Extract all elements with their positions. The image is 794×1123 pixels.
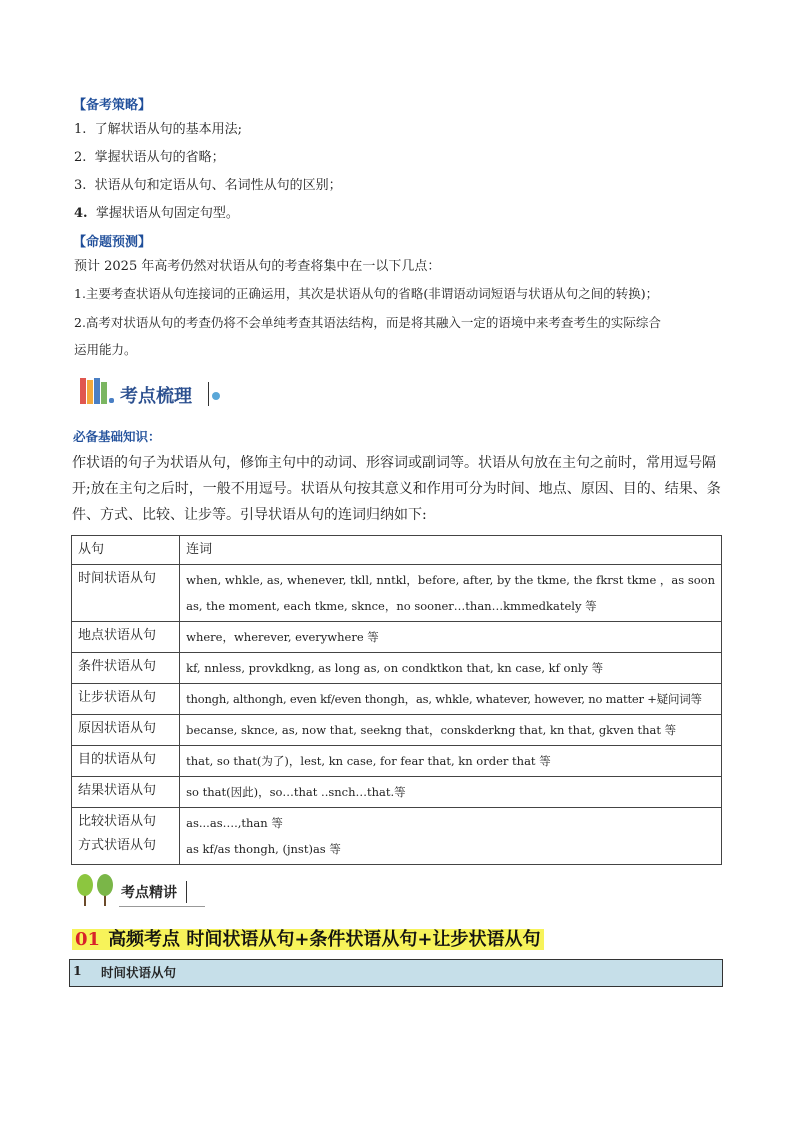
prediction-point-2-cont: 运用能力。 bbox=[74, 342, 137, 357]
clause-type-cell: 目的状语从句 bbox=[72, 746, 180, 777]
table-row bbox=[72, 622, 722, 653]
clause-type-cell: 地点状语从句 bbox=[72, 622, 180, 653]
conjunction-cell: kf, nnless, provkdkng, as long as, on condktkon that, kn case, kf only 等 bbox=[180, 653, 722, 684]
conjunction-cell: thongh, althongh, even kf/even thongh，as, whkle, whatever, however, no matter +疑问词等 bbox=[180, 684, 722, 715]
conjunction-cell: so that(因此)，so…that ..snch…that.等 bbox=[180, 777, 722, 808]
header-underline bbox=[119, 906, 205, 907]
books-icon bbox=[78, 376, 118, 408]
title-cursor-bar bbox=[186, 881, 187, 903]
table-row bbox=[72, 684, 722, 715]
strategy-item-2: 2. 掌握状语从句的省略； bbox=[74, 150, 225, 165]
strategy-heading: 【备考策略】 bbox=[73, 98, 152, 113]
banner-title: 高频考点 时间状语从句+条件状语从句+让步状语从句 bbox=[108, 929, 541, 950]
conjunction-cell: when, whkle, as, whenever, tkll, nntkl，before, after, by the tkme, the fkrst tkme ，as soon as, the moment, each tkme, sknce，no sooner…than…kmmedkately 等 bbox=[180, 565, 722, 622]
conjunction-cell: that, so that(为了)，lest, kn case, for fear that, kn order that 等 bbox=[180, 746, 722, 777]
table-row bbox=[72, 565, 722, 622]
title-cursor-bar bbox=[208, 382, 209, 406]
section-title-review: 考点梳理 bbox=[120, 386, 192, 407]
clause-type-cell: 让步状语从句 bbox=[72, 684, 180, 715]
table-row bbox=[72, 808, 722, 865]
clause-type-cell: 结果状语从句 bbox=[72, 777, 180, 808]
prediction-heading: 【命题预测】 bbox=[73, 235, 152, 250]
subsection-title: 时间状语从句 bbox=[101, 965, 177, 980]
table-row bbox=[72, 746, 722, 777]
strategy-item-3: 3. 状语从句和定语从句、名词性从句的区别； bbox=[74, 178, 342, 193]
clause-type-cell: 原因状语从句 bbox=[72, 715, 180, 746]
strategy-item-1: 1. 了解状语从句的基本用法; bbox=[74, 122, 243, 137]
topic-banner bbox=[72, 925, 544, 951]
table-row bbox=[72, 777, 722, 808]
conjunction-cell: where，wherever, everywhere 等 bbox=[180, 622, 722, 653]
trees-icon bbox=[75, 872, 119, 908]
table-row bbox=[72, 653, 722, 684]
strategy-item-4: 4. 掌握状语从句固定句型。 bbox=[74, 206, 239, 221]
conjunction-table bbox=[71, 535, 722, 865]
prediction-point-2: 2.高考对状语从句的考查仍将不会单纯考查其语法结构，而是将其融入一定的语境中来考查考生的实际综合 bbox=[74, 315, 661, 330]
dot-icon bbox=[212, 392, 220, 400]
subsection-number: 1 bbox=[73, 963, 82, 978]
conjunction-cell: becanse, sknce, as, now that, seekng that，conskderkng that, kn that, gkven that 等 bbox=[180, 715, 722, 746]
clause-type-cell: 条件状语从句 bbox=[72, 653, 180, 684]
basics-heading: 必备基础知识： bbox=[73, 429, 161, 444]
subsection-box bbox=[69, 959, 723, 987]
section-header-explain bbox=[75, 872, 210, 908]
prediction-point-1: 1.主要考查状语从句连接词的正确运用，其次是状语从句的省略(非谓语动词短语与状语从句之间的转换)； bbox=[74, 286, 659, 301]
table-header-cell: 连词 bbox=[180, 536, 722, 565]
table-row bbox=[72, 715, 722, 746]
section-title-explain: 考点精讲 bbox=[121, 885, 177, 901]
prediction-intro: 预计 2025 年高考仍然对状语从句的考查将集中在一以下几点： bbox=[74, 259, 441, 274]
banner-number: 01 bbox=[75, 929, 101, 950]
clause-type-cell: 时间状语从句 bbox=[72, 565, 180, 622]
table-header-cell: 从句 bbox=[72, 536, 180, 565]
basics-paragraph: 作状语的句子为状语从句，修饰主句中的动词、形容词或副词等。状语从句放在主句之前时，常用逗号隔 开;放在主句之后时，一般不用逗号。状语从句按其意义和作用可分为时间、地点、原因、目的、结果、条 件、方式、比较、让步等。引导状语从句的连词归纳如下: bbox=[72, 455, 721, 523]
section-header-review bbox=[78, 376, 228, 408]
conjunction-cell: as...as….,than 等 as kf/as thongh, (jnst)as 等 bbox=[180, 808, 722, 865]
table-header-row bbox=[72, 536, 722, 565]
clause-type-cell: 比较状语从句 方式状语从句 bbox=[72, 808, 180, 865]
